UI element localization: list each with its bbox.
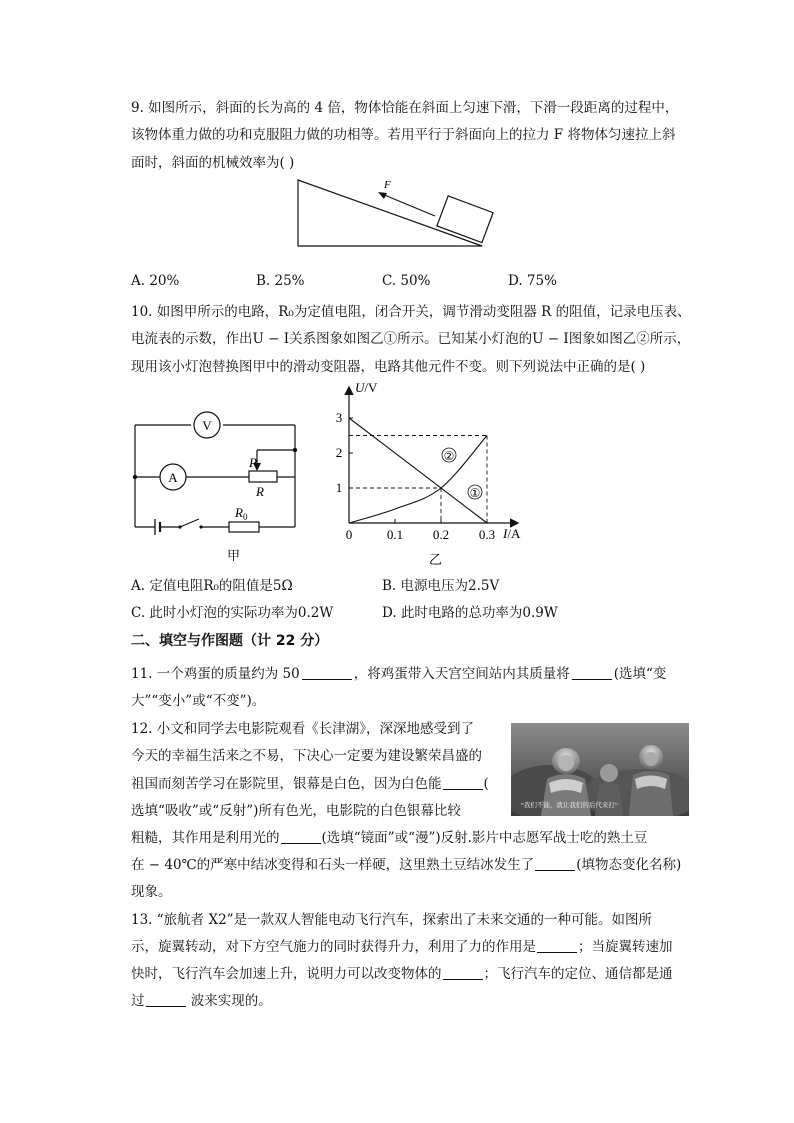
q11-line-1: 11. 一个鸡蛋的质量约为 50 ，将鸡蛋带入天宫空间站内其质量将 (选填“变 [131,666,667,682]
y-tick-label: 1 [335,480,343,495]
force-arrowhead [378,192,387,199]
curve-1 [349,418,487,523]
q11-line-2: 大”“变小”或“不变”)。 [131,693,266,709]
rheostat-r-label: R [256,484,264,499]
q9-line-3: 面时，斜面的机械效率为( ) [131,155,295,171]
y-tick-label: 3 [335,410,343,425]
q9-option-c: C. 50% [382,273,431,289]
q12-blank-1[interactable] [443,775,483,790]
q10-option-b: B. 电源电压为2.5V [382,578,500,594]
incline-block [437,196,493,243]
x-tick-label: 0.3 [478,527,496,542]
q12-line-7: 现象。 [131,884,172,900]
circuit-caption: 甲 [227,548,241,563]
q12-line-1: 12. 小文和同学去电影院观看《长津湖》，深深地感受到了 [131,721,475,737]
ui-graph [325,378,535,570]
q12-blank-2[interactable] [281,829,321,844]
q12-line-6: 在 − 40℃的严寒中结冰变得和石头一样硬，这里熟土豆结冰发生了 (填物态变化名称) [131,857,682,873]
q12-line-2: 今天的幸福生活来之不易，下决心一定要为建设繁荣昌盛的 [131,748,482,764]
q12-line-3: 祖国而刻苦学习在影院里，银幕是白色，因为白色能 ( [131,776,489,792]
curve-2 [349,436,487,524]
q13-line-4: 过 波来实现的。 [131,993,272,1009]
circuit-diagram [125,405,310,570]
q10-option-d: D. 此时电路的总功率为0.9W [382,605,558,621]
q13-line-1: 13. “旅航者 X2”是一款双人智能电动飞行汽车，探索出了未来交通的一种可能。如图所 [131,912,653,928]
q9-option-b: B. 25% [256,273,305,289]
switch [180,519,199,527]
q13-line-2: 示，旋翼转动，对下方空气施力的同时获得升力，利用了力的作用是 ；当旋翼转速加 [131,939,673,955]
curve-1-label: ① [469,486,481,500]
q9-line-1: 9. 如图所示，斜面的长为高的 4 倍，物体恰能在斜面上匀速下滑，下滑一段距离的过程中， [131,100,679,116]
q13-line-3: 快时，飞行汽车会加速上升，说明力可以改变物体的 ；飞行汽车的定位、通信都是通 [131,966,673,982]
resistor-r0 [229,522,259,532]
q10-line-2: 电流表的示数，作出U − I关系图象如图乙①所示。已知某小灯泡的U − I图象如图乙②所示， [131,331,691,347]
q12-line-4: 选填“吸收”或“反射”)所有色光，电影院的白色银幕比较 [131,803,461,819]
q13-blank-2[interactable] [443,965,483,980]
y-axis-label: U/V [355,380,378,395]
photo-caption: “我们不能，就让我们的后代来打” [521,802,618,809]
q9-option-d: D. 75% [508,273,557,289]
y-tick-label: 2 [335,445,343,460]
r0-label: $R_0$ [235,505,248,522]
x-axis-label: I/A [503,526,521,541]
q11-blank-2[interactable] [572,665,612,680]
ammeter-label: A [168,470,178,485]
q12-line-5: 粗糙，其作用是利用光的 (选填“镜面”或“漫”)反射.影片中志愿军战士吃的熟土豆 [131,830,648,846]
q10-line-3: 现用该小灯泡替换图甲中的滑动变阻器，电路其他元件不变。则下列说法中正确的是( ) [131,359,646,375]
force-label: F [384,179,391,191]
x-tick-label: 0 [345,527,353,542]
q10-option-c: C. 此时小灯泡的实际功率为0.2W [131,605,334,621]
q10-option-a: A. 定值电阻R₀的阻值是5Ω [131,578,293,594]
q10-line-1: 10. 如图甲所示的电路，R₀为定值电阻，闭合开关，调节滑动变阻器 R 的阻值，记录电压表、 [131,304,691,320]
graph-caption: 乙 [429,552,443,567]
q13-blank-1[interactable] [537,938,577,953]
rheostat [249,471,277,482]
curve-2-label: ② [443,449,455,463]
q12-blank-3[interactable] [535,856,575,871]
q11-blank-1[interactable] [302,665,352,680]
q9-option-a: A. 20% [131,273,180,289]
q9-line-2: 该物体重力做的功和克服阻力做的功相等。若用平行于斜面向上的拉力 F 将物体匀速拉上斜 [131,127,676,143]
section-2-title: 二、填空与作图题（计 22 分） [131,633,329,649]
q13-blank-3[interactable] [146,992,186,1007]
voltmeter-label: V [202,418,212,433]
slider-p-label: P [249,455,257,470]
incline-diagram [290,172,505,252]
x-tick-label: 0.2 [432,527,450,542]
movie-still-image [511,723,689,816]
x-tick-label: 0.1 [386,527,404,542]
